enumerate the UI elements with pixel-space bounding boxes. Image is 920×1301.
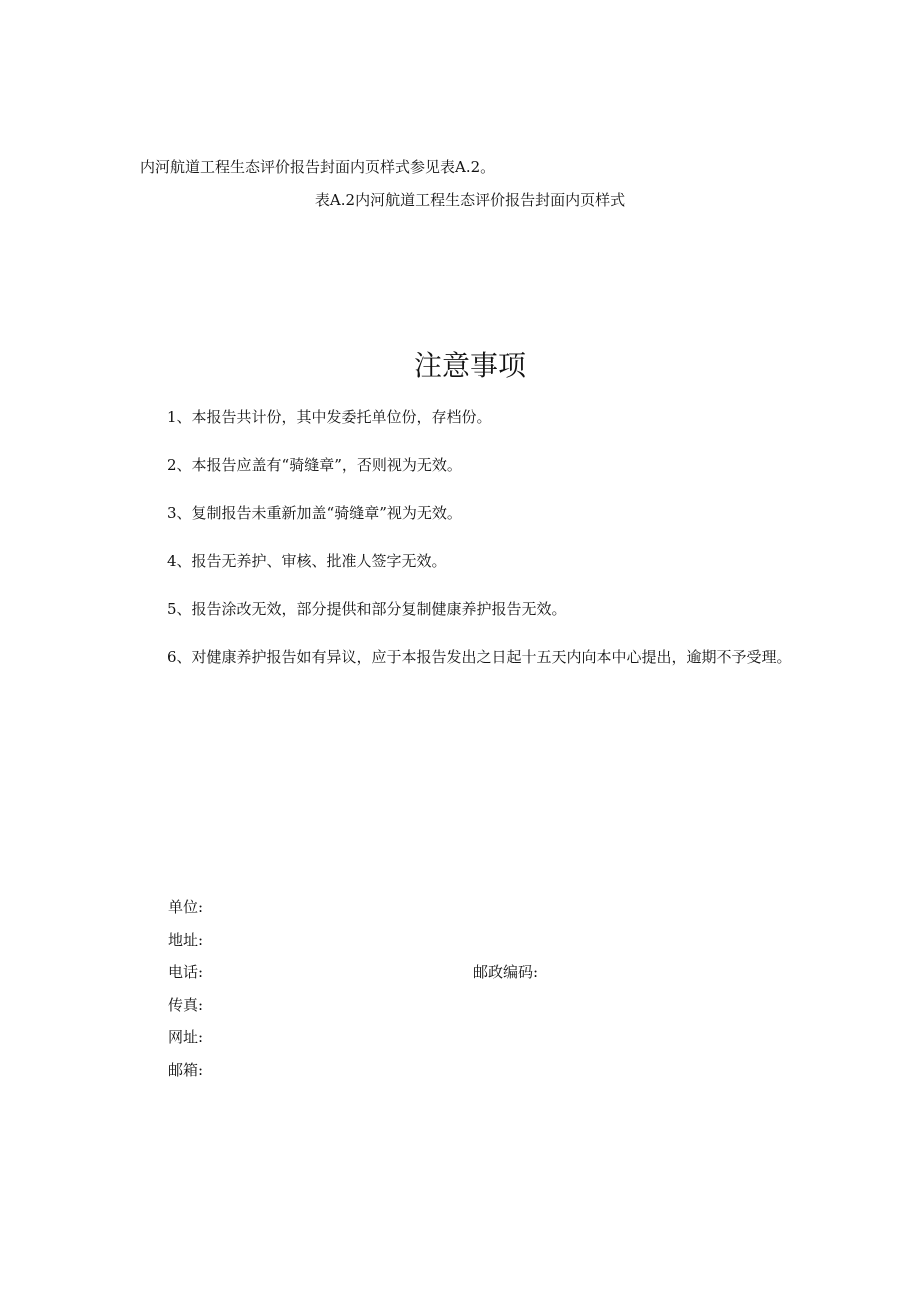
contact-row-email xyxy=(168,1060,768,1096)
email-label: 邮箱: xyxy=(168,1060,204,1079)
intro-text: 内河航道工程生态评价报告封面内页样式参见表A.2。 xyxy=(140,158,496,176)
website-label: 网址: xyxy=(168,1028,204,1046)
address-label: 地址: xyxy=(168,930,204,949)
contact-row-address xyxy=(168,930,768,966)
notice-item-3: 3、复制报告未重新加盖“骑缝章”视为无效。 xyxy=(167,504,462,522)
contact-row-unit xyxy=(168,900,768,933)
contact-row-website xyxy=(168,1030,768,1063)
notice-item-6: 6、对健康养护报告如有异议，应于本报告发出之日起十五天内向本中心提出，逾期不予受理。 xyxy=(167,648,792,666)
table-caption: 表A.2内河航道工程生态评价报告封面内页样式 xyxy=(314,191,626,209)
fax-label: 传真: xyxy=(168,995,204,1014)
contact-block xyxy=(168,900,768,1095)
notice-title: 注意事项 xyxy=(413,349,526,382)
unit-label: 单位: xyxy=(168,898,204,916)
notice-list xyxy=(167,410,792,698)
notice-item-1: 1、本报告共计份，其中发委托单位份，存档份。 xyxy=(167,408,492,426)
phone-label: 电话: xyxy=(168,963,204,981)
notice-item-5: 5、报告涂改无效，部分提供和部分复制健康养护报告无效。 xyxy=(167,600,567,618)
notice-item-4: 4、报告无养护、审核、批准人签字无效。 xyxy=(167,552,447,570)
notice-item-2: 2、本报告应盖有“骑缝章”，否则视为无效。 xyxy=(167,456,462,474)
contact-row-phone xyxy=(168,965,768,998)
contact-row-fax xyxy=(168,995,768,1031)
postcode-label: 邮政编码: xyxy=(473,963,539,981)
